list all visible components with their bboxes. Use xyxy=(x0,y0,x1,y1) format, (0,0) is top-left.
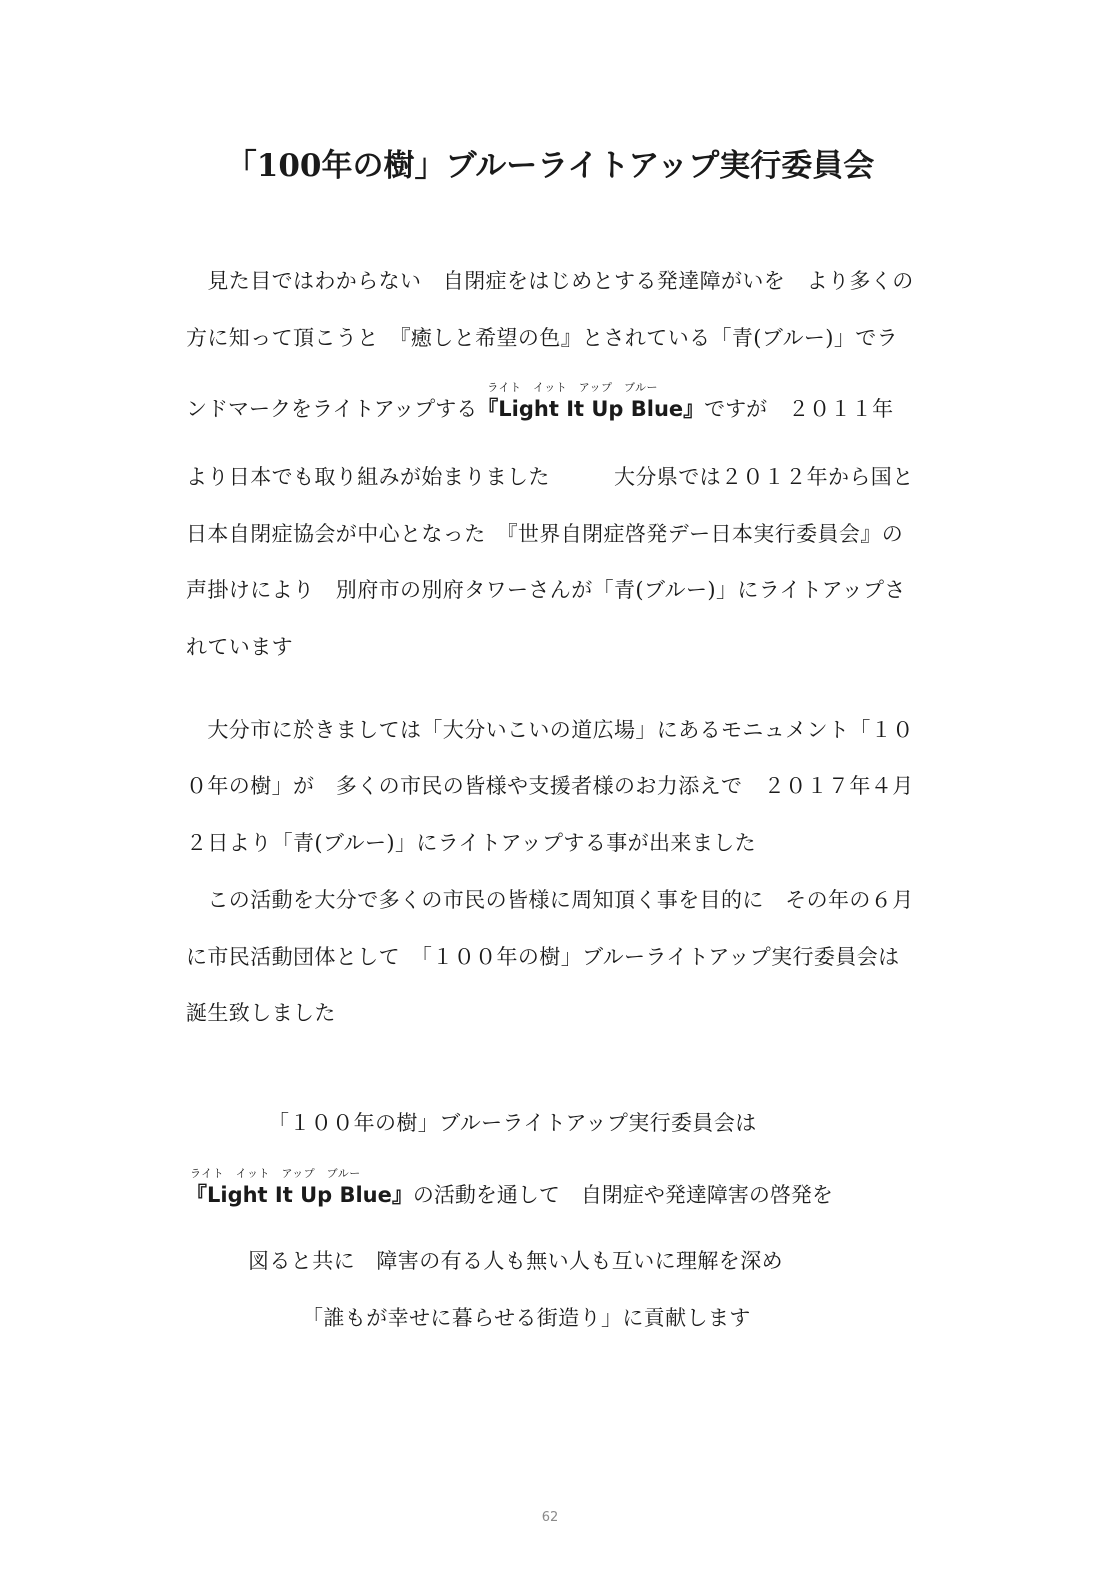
para2-line3: ２日より「青(ブルー)」にライトアップする事が出来ました xyxy=(186,831,757,855)
closing-line2 xyxy=(186,1167,833,1210)
document-title: 「100年の樹」ブルーライトアップ実行委員会 xyxy=(225,148,875,184)
para1-line3 xyxy=(186,381,894,424)
para2-line6: 誕生致しました xyxy=(186,1001,336,1025)
closing-line3: 図ると共に 障害の有る人も無い人も互いに理解を深め xyxy=(248,1249,783,1273)
page-number: 62 xyxy=(541,1510,559,1525)
light-it-up-blue-term xyxy=(186,1167,413,1210)
para2-line1: 大分市に於きましては「大分いこいの道広場」にあるモニュメント「１０ xyxy=(186,718,914,742)
para1-line7: れています xyxy=(186,635,293,659)
para2-line5: に市民活動団体として 「１００年の樹」ブルーライトアップ実行委員会は xyxy=(186,945,900,969)
light-it-up-blue-label: 『Light It Up Blue』 xyxy=(477,397,705,421)
para1-line2: 方に知って頂こうと 『癒しと希望の色』とされている「青(ブルー)」でラ xyxy=(186,326,899,350)
para2-line4: この活動を大分で多くの市民の皆様に周知頂く事を目的に その年の６月 xyxy=(186,888,914,912)
closing-line1: 「１００年の樹」ブルーライトアップ実行委員会は xyxy=(268,1111,757,1135)
para1-line3-after: ですが ２０１１年 xyxy=(704,397,894,421)
para1-line6: 声掛けにより 別府市の別府タワーさんが「青(ブルー)」にライトアップさ xyxy=(186,578,906,602)
para1-line1: 見た目ではわからない 自閉症をはじめとする発達障がいを より多くの xyxy=(186,269,914,293)
light-it-up-blue-term xyxy=(477,381,705,424)
light-it-up-blue-label: 『Light It Up Blue』 xyxy=(186,1183,413,1207)
closing-line4: 「誰もが幸せに暮らせる街造り」に貢献します xyxy=(302,1306,751,1330)
ruby-reading: ライト イット アップ ブルー xyxy=(190,1167,361,1180)
para1-line4: より日本でも取り組みが始まりました 大分県では２０１２年から国と xyxy=(186,465,914,489)
ruby-reading: ライト イット アップ ブルー xyxy=(487,381,659,394)
para1-line5: 日本自閉症協会が中心となった 『世界自閉症啓発デー日本実行委員会』の xyxy=(186,522,904,546)
para1-line3-before: ンドマークをライトアップする xyxy=(186,397,478,421)
closing-line2-after: の活動を通して 自閉症や発達障害の啓発を xyxy=(412,1183,833,1207)
para2-line2: ０年の樹」が 多くの市民の皆様や支援者様のお力添えで ２０１７年４月 xyxy=(186,774,914,798)
